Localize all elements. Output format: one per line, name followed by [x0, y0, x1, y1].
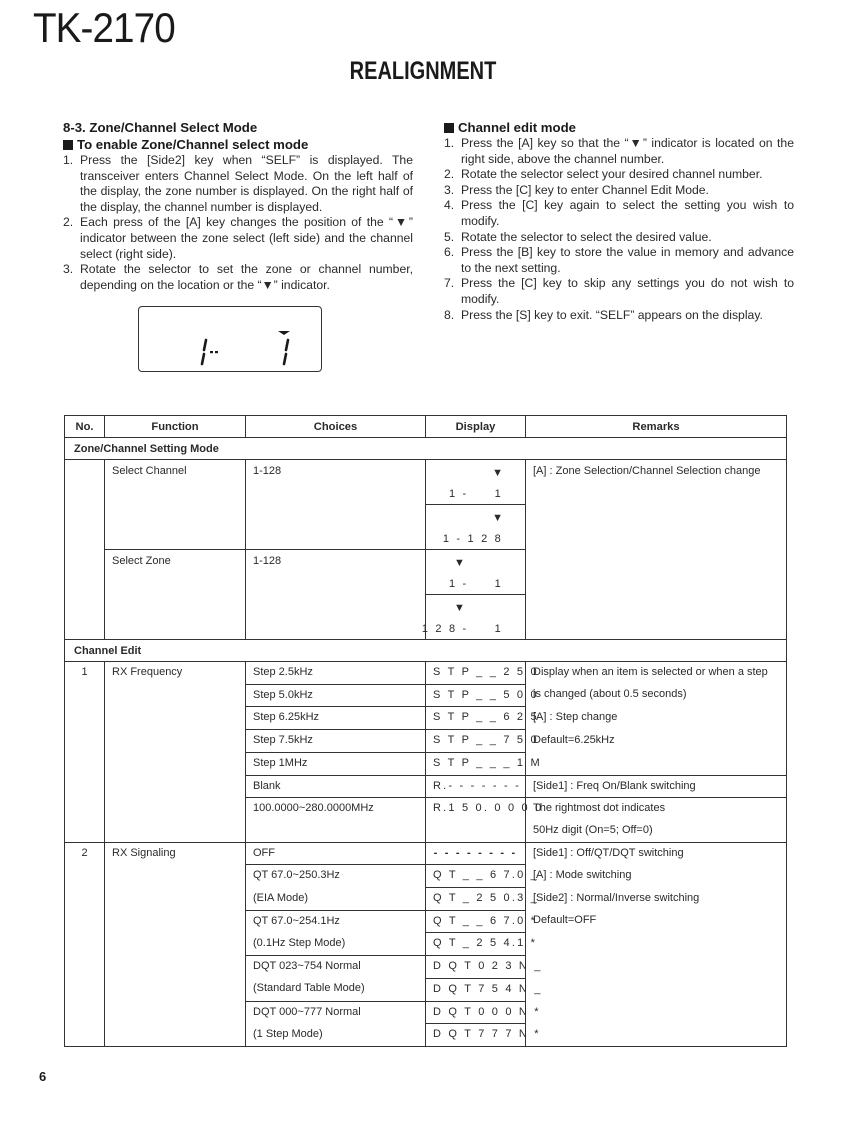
- cell-function: RX Frequency: [105, 662, 246, 843]
- column-header-remarks: Remarks: [526, 416, 787, 438]
- cell-remarks: Default=OFF: [526, 910, 787, 933]
- cell-no: 2: [65, 842, 105, 1046]
- cell-remarks: The rightmost dot indicates: [526, 798, 787, 820]
- group-zone-channel-setting: Zone/Channel Setting Mode: [65, 438, 787, 460]
- subsection-title: 8-3. Zone/Channel Select Mode: [63, 120, 258, 135]
- cell-display: D Q T 0 0 0 N *: [426, 1001, 526, 1024]
- cell-display: S T P _ _ 2 5 0: [426, 662, 526, 685]
- channel-edit-heading: Channel edit mode: [444, 119, 794, 136]
- list-item: 7. Press the [C] key to skip any settings you do not wish to modify.: [444, 276, 794, 306]
- enable-mode-heading: To enable Zone/Channel select mode: [63, 136, 413, 153]
- cell-remarks: 50Hz digit (On=5; Off=0): [526, 820, 787, 842]
- cell-remarks: [526, 933, 787, 1047]
- indicator-triangle-icon: ▼: [454, 602, 465, 614]
- list-item: 4. Press the [C] key again to select the setting you wish to modify.: [444, 198, 794, 228]
- group-row: [65, 438, 787, 460]
- cell-choice: Step 1MHz: [246, 752, 426, 775]
- cell-display: Q T _ 2 5 0.3 _: [426, 888, 526, 911]
- cell-display: D Q T 7 5 4 N _: [426, 978, 526, 1001]
- column-header-display: Display: [426, 416, 526, 438]
- cell-choice: 100.0000~280.0000MHz: [246, 798, 426, 842]
- cell-choice: Step 7.5kHz: [246, 730, 426, 753]
- cell-choice: Step 2.5kHz: [246, 662, 426, 685]
- cell-choice: QT 67.0~250.3Hz: [246, 865, 426, 888]
- cell-function: RX Signaling: [105, 842, 246, 1046]
- group-channel-edit: Channel Edit: [65, 640, 787, 662]
- square-bullet-icon: [444, 123, 454, 133]
- list-item: 1. Press the [Side2] key when “SELF” is displayed. The transceiver enters Channel Select Mode. On the left half of the display, the zone number is displayed. On the right half of the display, the channel number is displayed.: [63, 153, 413, 214]
- list-item: 8. Press the [S] key to exit. “SELF” appears on the display.: [444, 307, 763, 322]
- cell-choice: QT 67.0~254.1Hz: [246, 910, 426, 933]
- cell-remarks: Default=6.25kHz: [526, 730, 787, 753]
- lcd-display-figure: [138, 306, 322, 372]
- table-row: [65, 842, 787, 865]
- display-value: 1 - 1: [448, 488, 503, 500]
- display-value: 1 - 1: [448, 578, 503, 590]
- cell-display: [426, 550, 526, 595]
- cell-remarks: Display when an item is selected or when a step: [526, 662, 787, 685]
- cell-remarks: [A] : Mode switching: [526, 865, 787, 888]
- edit-steps-list: [444, 136, 794, 323]
- display-value: 1 2 8 - 1: [421, 623, 503, 635]
- list-item: 6. Press the [B] key to store the value in memory and advance to the next setting.: [444, 245, 794, 275]
- section-title: REALIGNMENT: [349, 57, 497, 85]
- cell-display: [426, 505, 526, 550]
- page-number: 6: [39, 1069, 47, 1084]
- cell-choice: OFF: [246, 842, 426, 865]
- cell-remarks: [A] : Step change: [526, 707, 787, 730]
- cell-function: Select Zone: [105, 550, 246, 640]
- column-header-choices: Choices: [246, 416, 426, 438]
- cell-remarks: [Side1] : Freq On/Blank switching: [526, 775, 787, 798]
- cell-display: Q T _ 2 5 4.1 *: [426, 933, 526, 956]
- cell-function: Select Channel: [105, 460, 246, 550]
- cell-display: R.- - - - - - -: [426, 775, 526, 798]
- cell-choices: 1-128: [246, 550, 426, 640]
- cell-choice: (0.1Hz Step Mode): [246, 933, 426, 956]
- cell-display: [421, 595, 526, 640]
- table-row: [65, 662, 787, 685]
- group-row: [65, 640, 787, 662]
- cell-remarks: [A] : Zone Selection/Channel Selection change: [526, 460, 787, 640]
- indicator-triangle-icon: ▼: [454, 557, 465, 569]
- cell-display: D Q T 7 7 7 N *: [426, 1024, 526, 1047]
- cell-remarks: [Side1] : Off/QT/DQT switching: [526, 842, 787, 865]
- list-item: 2. Each press of the [A] key changes the position of the “▼” indicator between the zone select (left side) and the channel select (right side).: [63, 215, 413, 261]
- cell-no: 1: [65, 662, 105, 843]
- cell-display: S T P _ _ 6 2 5: [426, 707, 526, 730]
- cell-remarks: [Side2] : Normal/Inverse switching: [526, 888, 787, 911]
- table-header-row: [65, 416, 787, 438]
- display-value: 1 - 1 2 8: [442, 533, 503, 545]
- cell-choice: DQT 023~754 Normal: [246, 956, 426, 979]
- cell-choice: Step 5.0kHz: [246, 684, 426, 707]
- cell-display: [426, 460, 526, 505]
- enable-steps-list: [63, 153, 413, 293]
- cell-display: D Q T 0 2 3 N _: [426, 956, 526, 979]
- cell-display: Q T _ _ 6 7.0 _: [426, 865, 526, 888]
- list-item: 3. Rotate the selector to set the zone or channel number, depending on the location or the “▼” indicator.: [63, 262, 413, 292]
- column-header-function: Function: [105, 416, 246, 438]
- model-title: TK-2170: [33, 4, 175, 51]
- lcd-segments-icon: [139, 307, 321, 371]
- cell-choices: 1-128: [246, 460, 426, 550]
- cell-choice: Step 6.25kHz: [246, 707, 426, 730]
- cell-choice: Blank: [246, 775, 426, 798]
- cell-display: S T P _ _ 7 5 0: [426, 730, 526, 753]
- cell-choice: DQT 000~777 Normal: [246, 1001, 426, 1024]
- indicator-triangle-icon: ▼: [492, 467, 503, 479]
- cell-choice: (EIA Mode): [246, 888, 426, 911]
- cell-display: S T P _ _ 5 0 0: [426, 684, 526, 707]
- cell-remarks: is changed (about 0.5 seconds): [526, 684, 787, 707]
- realignment-table: [64, 415, 787, 1047]
- list-item: 2. Rotate the selector select your desired channel number.: [444, 167, 763, 182]
- list-item: 1. Press the [A] key so that the “▼” indicator is located on the right side, above the channel number.: [444, 136, 794, 166]
- table-row: [65, 460, 787, 505]
- cell-display: R.1 5 0. 0 0 0 0: [426, 798, 526, 842]
- cell-display: S T P _ _ _ 1 M: [426, 752, 526, 775]
- list-item: 3. Press the [C] key to enter Channel Edit Mode.: [444, 182, 709, 197]
- cell-remarks: [526, 752, 787, 775]
- cell-display: - - - - - - - -: [426, 842, 526, 865]
- column-header-no: No.: [65, 416, 105, 438]
- list-item: 5. Rotate the selector to select the desired value.: [444, 229, 712, 244]
- zone-channel-select-section: [63, 119, 413, 293]
- indicator-triangle-icon: ▼: [492, 512, 503, 524]
- cell-display: Q T _ _ 6 7.0 *: [426, 910, 526, 933]
- cell-choice: (Standard Table Mode): [246, 978, 426, 1001]
- channel-edit-section: [444, 119, 794, 323]
- cell-choice: (1 Step Mode): [246, 1024, 426, 1047]
- square-bullet-icon: [63, 140, 73, 150]
- cell-no: [65, 460, 105, 640]
